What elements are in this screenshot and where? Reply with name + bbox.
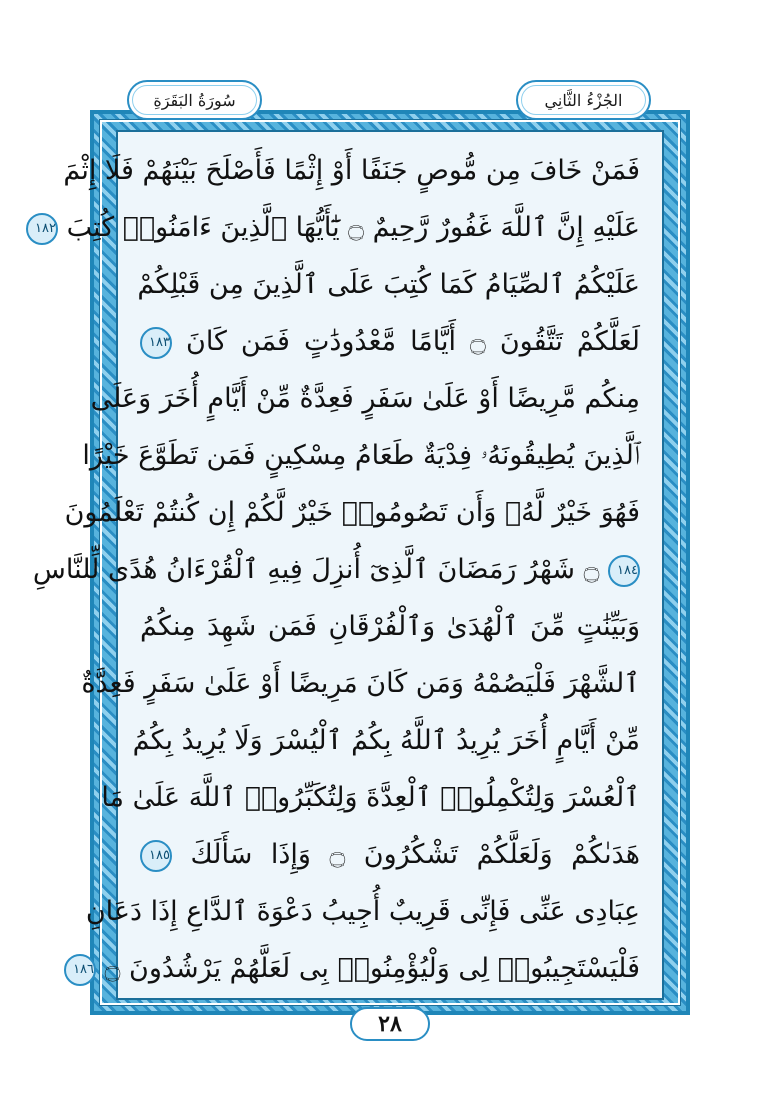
ayah-marker: ١٨٦ <box>64 954 96 986</box>
text-line <box>32 541 640 599</box>
text-line <box>73 940 640 998</box>
line-text: لَعَلَّكُمْ تَتَّقُونَ ۝ أَيَّامًا مَّعْدُودَٰتٍ فَمَن كَانَ <box>186 326 640 357</box>
surah-name-header <box>127 80 262 120</box>
ayah-marker: ١٨٣ <box>140 327 172 359</box>
ayah-marker: ١٨٥ <box>140 840 172 872</box>
line-text: هَدَىٰكُمْ وَلَعَلَّكُمْ تَشْكُرُونَ ۝ وَإِذَا سَأَلَكَ <box>190 839 640 870</box>
text-line <box>140 826 640 884</box>
quran-text <box>32 142 640 997</box>
text-line: فَمَنْ خَافَ مِن مُّوصٍ جَنَفًا أَوْ إِثْمًا فَأَصْلَحَ بَيْنَهُمْ فَلَا إِثْمَ <box>63 155 640 186</box>
ayah-marker: ١٨٤ <box>608 555 640 587</box>
text-line: مِنكُم مَّرِيضًا أَوْ عَلَىٰ سَفَرٍ فَعِدَّةٌ مِّنْ أَيَّامٍ أُخَرَ وَعَلَى <box>90 383 640 414</box>
page-number: ٢٨ <box>350 1007 430 1041</box>
text-line: عِبَادِى عَنِّى فَإِنِّى قَرِيبٌ أُجِيبُ دَعْوَةَ ٱلدَّاعِ إِذَا دَعَانِ <box>85 896 640 927</box>
juz-name: الجُزْءُ الثَّانِي <box>544 90 623 110</box>
line-text: فَلْيَسْتَجِيبُوا۟ لِى وَلْيُؤْمِنُوا۟ بِى لَعَلَّهُمْ يَرْشُدُونَ ۝ <box>104 953 640 984</box>
juz-name-header <box>516 80 651 120</box>
surah-name: سُورَةُ البَقَرَةِ <box>153 90 236 110</box>
text-line: ٱلْعُسْرَ وَلِتُكْمِلُوا۟ ٱلْعِدَّةَ وَلِتُكَبِّرُوا۟ ٱللَّهَ عَلَىٰ مَا <box>101 782 640 813</box>
text-line <box>35 199 640 257</box>
line-text: ۝ شَهْرُ رَمَضَانَ ٱلَّذِىٓ أُنزِلَ فِيهِ ٱلْقُرْءَانُ هُدًى لِّلنَّاسِ <box>32 554 600 585</box>
text-line: وَبَيِّنَٰتٍ مِّنَ ٱلْهُدَىٰ وَٱلْفُرْقَانِ فَمَن شَهِدَ مِنكُمُ <box>140 611 640 642</box>
text-line: مِّنْ أَيَّامٍ أُخَرَ يُرِيدُ ٱللَّهُ بِكُمُ ٱلْيُسْرَ وَلَا يُرِيدُ بِكُمُ <box>132 725 640 756</box>
line-text: عَلَيْهِ إِنَّ ٱللَّهَ غَفُورٌ رَّحِيمٌ ۝ يَٰٓأَيُّهَا ٱلَّذِينَ ءَامَنُوا۟ كُتِبَ <box>66 212 640 243</box>
text-line: ٱلَّذِينَ يُطِيقُونَهُۥ فِدْيَةٌ طَعَامُ مِسْكِينٍ فَمَن تَطَوَّعَ خَيْرًا <box>82 440 640 471</box>
text-line: فَهُوَ خَيْرٌ لَّهُۥ وَأَن تَصُومُوا۟ خَيْرٌ لَّكُمْ إِن كُنتُمْ تَعْلَمُونَ <box>64 497 640 528</box>
ayah-marker: ١٨٢ <box>26 213 58 245</box>
text-line: ٱلشَّهْرَ فَلْيَصُمْهُ وَمَن كَانَ مَرِيضًا أَوْ عَلَىٰ سَفَرٍ فَعِدَّةٌ <box>81 668 640 699</box>
text-line: عَلَيْكُمُ ٱلصِّيَامُ كَمَا كُتِبَ عَلَى ٱلَّذِينَ مِن قَبْلِكُمْ <box>137 269 640 300</box>
text-line <box>140 313 640 371</box>
